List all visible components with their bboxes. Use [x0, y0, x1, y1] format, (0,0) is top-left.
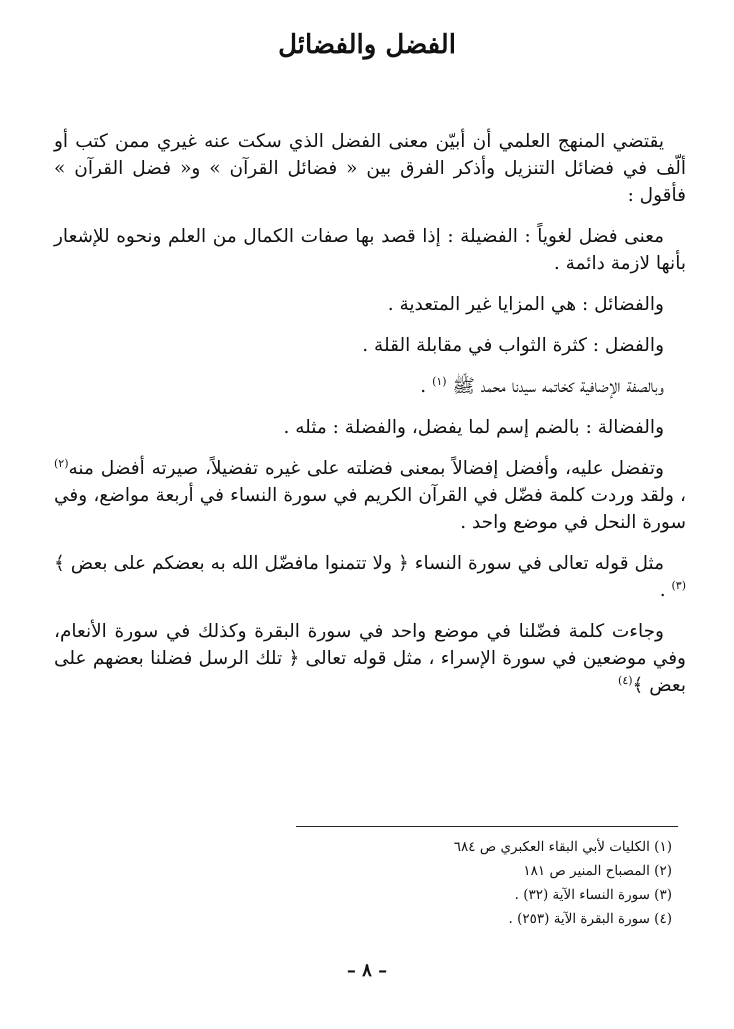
paragraph-text-continued: ، ولقد وردت كلمة فضّل في القرآن الكريم في سورة النساء في أربعة مواضع، وفي سورة النحل في موضع واحد .	[54, 485, 686, 533]
footnote-marker-4[interactable]: (٤)	[618, 673, 633, 687]
paragraph-text: والفضائل : هي المزايا غير المتعدية .	[387, 294, 664, 315]
paragraph-additional-attribute	[54, 373, 686, 400]
paragraph-text: يقتضي المنهج العلمي أن أبيّن معنى الفضل الذي سكت عنه غيري ممن كتب أو ألّف في فضائل التنزيل وأذكر الفرق بين « فضائل القرآن » و« فضل القرآن » فأقول :	[54, 131, 686, 206]
paragraph-text: وتفضل عليه، وأفضل إفضالاً بمعنى فضلته على غيره تفضيلاً، صيرته أفضل منه	[68, 458, 664, 479]
footnote-divider	[296, 826, 678, 827]
paragraph-fadl-definition	[54, 332, 686, 359]
footnote-item: (٣) سورة النساء الآية (٣٢) .	[514, 887, 672, 903]
page-number: – ٨ –	[346, 960, 388, 981]
period: .	[420, 376, 427, 397]
period: .	[659, 580, 666, 601]
paragraph-fadail-definition	[54, 291, 686, 318]
paragraph-text: وجاءت كلمة فضّلنا في موضع واحد في سورة البقرة وكذلك في سورة الأنعام، وفي موضعين في سورة الإسراء ، مثل قوله تعالى ﴿ تلك الرسل فضلنا بعضهم على بعض ﴾	[54, 621, 686, 696]
footnote-marker-2[interactable]: (٢)	[54, 456, 69, 470]
paragraph-linguistic-meaning	[54, 223, 686, 277]
footnote-marker-3[interactable]: (٣)	[671, 578, 686, 592]
paragraph-text: والفضالة : بالضم إسم لما يفضل، والفضلة : مثله .	[283, 417, 664, 438]
page-title: الفضل والفضائل	[278, 30, 456, 60]
paragraph-baqara-verse	[54, 618, 686, 699]
paragraph-fudala	[54, 414, 686, 441]
footnotes-list	[252, 836, 672, 932]
body-text	[54, 128, 686, 713]
footnote-item: (٤) سورة البقرة الآية (٢٥٣) .	[508, 911, 672, 927]
paragraph-text: معنى فضل لغوياً : الفضيلة : إذا قصد بها صفات الكمال من العلم ونحوه للإشعار بأنها لازمة دائمة .	[54, 226, 686, 274]
footnote-item: (٢) المصباح المنير ص ١٨١	[523, 863, 672, 879]
paragraph-tafaddala	[54, 455, 686, 536]
paragraph-text: مثل قوله تعالى في سورة النساء ﴿ ولا تتمنوا مافضّل الله به بعضكم على بعض ﴾	[54, 553, 664, 574]
paragraph-intro	[54, 128, 686, 209]
footnote-item: (١) الكليات لأبي البقاء العكبري ص ٦٨٤	[453, 839, 672, 855]
paragraph-nisa-verse	[54, 550, 686, 604]
paragraph-text: والفضل : كثرة الثواب في مقابلة القلة .	[362, 335, 664, 356]
paragraph-text: وبالصفة الإضافية كخاتمه سيدنا محمد ﷺ	[452, 376, 664, 397]
footnote-marker-1[interactable]: (١)	[432, 374, 447, 388]
